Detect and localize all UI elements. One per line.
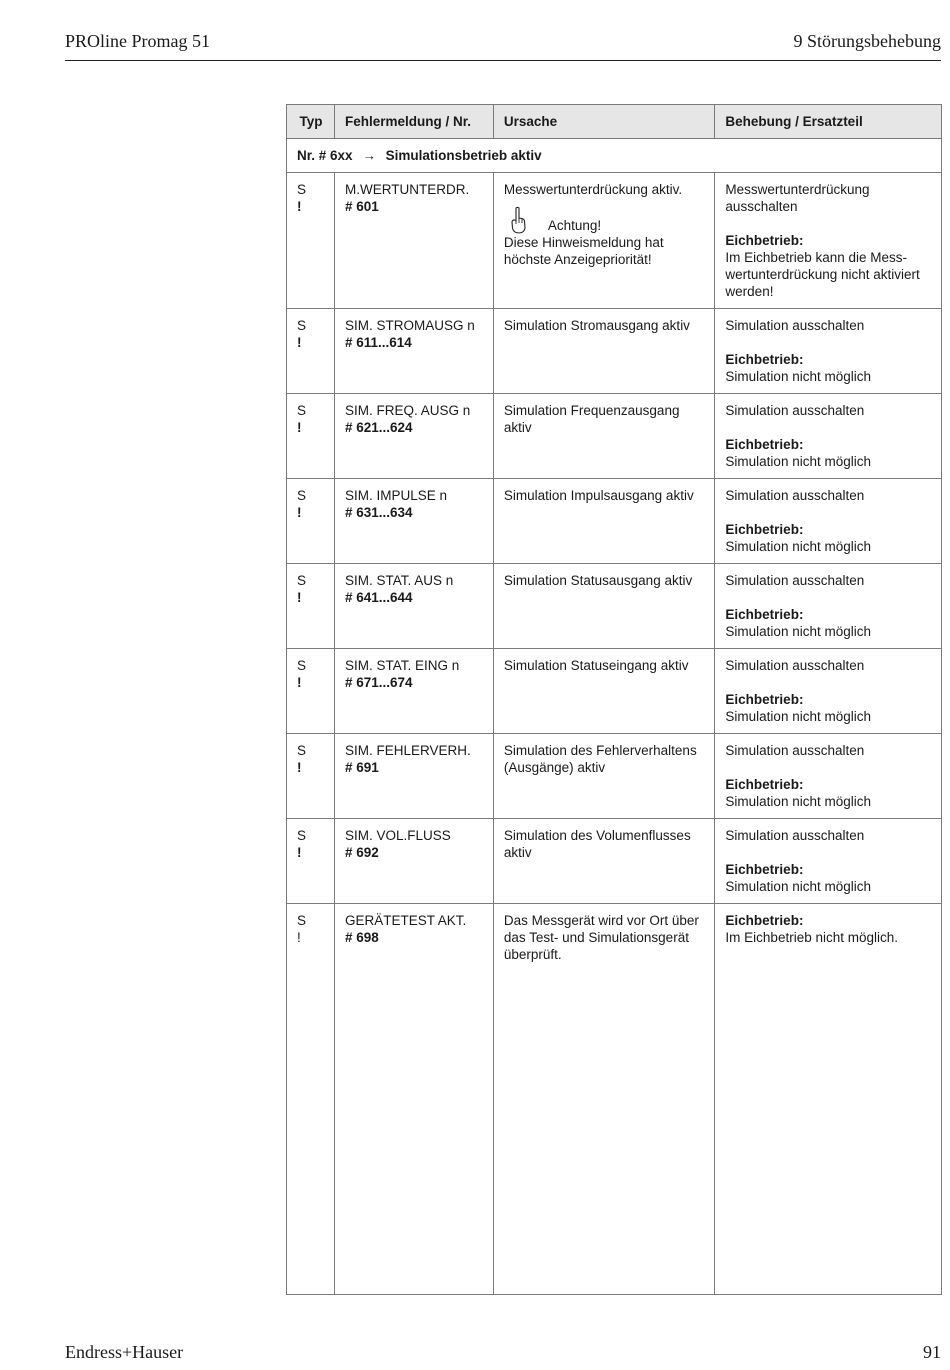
type-cell <box>287 394 335 479</box>
header-product-title: PROline Promag 51 <box>65 31 211 51</box>
error-code: # 621...624 <box>344 420 413 435</box>
error-code: # 698 <box>344 930 379 945</box>
cause-text: Simulation des Volumenflusses aktiv <box>503 828 691 860</box>
error-type: S <box>297 913 307 928</box>
notice-mark: ! <box>297 505 302 520</box>
type-cell <box>287 734 335 819</box>
section-row <box>287 139 942 173</box>
note-text: Diese Hinweismeldung hat höchste Anzeigepriorität! <box>503 235 664 267</box>
error-type: S <box>297 318 307 333</box>
message-cell <box>334 479 493 564</box>
cause-text: Simulation Statuseingang aktiv <box>503 658 689 673</box>
message-cell <box>334 394 493 479</box>
cause-cell <box>493 394 715 479</box>
remedy-detail: Simulation nicht möglich <box>725 539 871 554</box>
table-row <box>287 479 942 564</box>
cause-cell <box>493 564 715 649</box>
arrow-right-icon: → <box>362 148 376 163</box>
error-message: SIM. FREQ. AUSG n <box>344 403 471 418</box>
cause-text: Messwertunterdrückung aktiv. <box>503 182 683 197</box>
table-row <box>287 649 942 734</box>
remedy-label: Eichbetrieb: <box>725 692 804 707</box>
table-row <box>287 394 942 479</box>
error-type: S <box>297 488 307 503</box>
message-cell <box>334 819 493 904</box>
remedy-detail: Simulation nicht möglich <box>725 794 871 809</box>
remedy-cell <box>715 479 942 564</box>
cause-cell <box>493 479 715 564</box>
remedy-cell <box>715 819 942 904</box>
error-message: M.WERTUNTERDR. <box>344 182 470 197</box>
notice-mark: ! <box>297 420 302 435</box>
cause-cell <box>493 173 715 309</box>
type-cell <box>287 479 335 564</box>
error-code: # 691 <box>344 760 379 775</box>
message-cell <box>334 734 493 819</box>
remedy-detail: Im Eichbetrieb kann die Mess-wertunterdrückung nicht aktiviert werden! <box>725 250 920 299</box>
cause-text: Das Messgerät wird vor Ort über das Test- und Simulationsgerät überprüft. <box>503 913 699 962</box>
section-number: Nr. # 6xx <box>297 148 353 163</box>
error-code: # 631...634 <box>344 505 413 520</box>
remedy-detail: Simulation nicht möglich <box>725 454 871 469</box>
error-type: S <box>297 403 307 418</box>
notice-mark: ! <box>297 675 302 690</box>
error-message: SIM. IMPULSE n <box>344 488 447 503</box>
remedy-cell <box>715 649 942 734</box>
notice-mark: ! <box>297 930 301 945</box>
remedy-text: Simulation ausschalten <box>725 573 865 588</box>
error-code: # 692 <box>344 845 379 860</box>
cause-cell <box>493 649 715 734</box>
remedy-detail: Simulation nicht möglich <box>725 624 871 639</box>
error-code: # 671...674 <box>344 675 413 690</box>
remedy-cell <box>715 173 942 309</box>
column-header-message: Fehlermeldung / Nr. <box>334 105 493 139</box>
header-chapter-title: 9 Störungsbehebung <box>793 31 941 51</box>
type-cell <box>287 819 335 904</box>
header-rule <box>65 60 941 61</box>
page-number: 91 <box>923 1342 941 1362</box>
notice-mark: ! <box>297 845 302 860</box>
table-row <box>287 173 942 309</box>
table-row <box>287 309 942 394</box>
pointing-hand-icon <box>508 206 530 234</box>
message-cell <box>334 904 493 1295</box>
remedy-cell <box>715 904 942 1295</box>
error-message: SIM. VOL.FLUSS <box>344 828 451 843</box>
note-block <box>504 206 706 234</box>
error-type: S <box>297 828 307 843</box>
remedy-cell <box>715 394 942 479</box>
table-row <box>287 904 942 1295</box>
notice-mark: ! <box>297 760 302 775</box>
message-cell <box>334 564 493 649</box>
remedy-detail: Simulation nicht möglich <box>725 369 871 384</box>
remedy-label: Eichbetrieb: <box>725 777 804 792</box>
column-header-remedy: Behebung / Ersatzteil <box>715 105 942 139</box>
cause-cell <box>493 734 715 819</box>
error-message: SIM. STAT. EING n <box>344 658 460 673</box>
remedy-label: Eichbetrieb: <box>725 607 804 622</box>
cause-text: Simulation Stromausgang aktiv <box>503 318 690 333</box>
remedy-text: Simulation ausschalten <box>725 743 865 758</box>
error-code: # 611...614 <box>344 335 412 350</box>
error-type: S <box>297 573 307 588</box>
remedy-cell <box>715 734 942 819</box>
remedy-cell <box>715 564 942 649</box>
remedy-text: Simulation ausschalten <box>725 828 865 843</box>
cause-text: Simulation des Fehlerverhaltens (Ausgänge) aktiv <box>503 743 697 775</box>
error-code: # 601 <box>344 199 379 214</box>
error-message: SIM. FEHLERVERH. <box>344 743 471 758</box>
error-message: GERÄTETEST AKT. <box>344 913 467 928</box>
error-type: S <box>297 743 307 758</box>
cause-cell <box>493 904 715 1295</box>
cause-text: Simulation Statusausgang aktiv <box>503 573 693 588</box>
remedy-text: Simulation ausschalten <box>725 488 865 503</box>
notice-mark: ! <box>297 199 302 214</box>
remedy-label: Eichbetrieb: <box>725 862 804 877</box>
remedy-text: Simulation ausschalten <box>725 403 865 418</box>
cause-text: Simulation Impulsausgang aktiv <box>503 488 694 503</box>
cause-cell <box>493 309 715 394</box>
remedy-cell <box>715 309 942 394</box>
error-table <box>286 104 942 1295</box>
remedy-label: Eichbetrieb: <box>725 352 804 367</box>
notice-mark: ! <box>297 335 302 350</box>
remedy-text: Simulation ausschalten <box>725 318 865 333</box>
message-cell <box>334 309 493 394</box>
table-row <box>287 564 942 649</box>
error-message: SIM. STAT. AUS n <box>344 573 454 588</box>
message-cell <box>334 649 493 734</box>
remedy-label: Eichbetrieb: <box>725 522 804 537</box>
remedy-label: Eichbetrieb: <box>725 437 804 452</box>
section-title: Simulationsbetrieb aktiv <box>385 148 542 163</box>
table-header-row <box>287 105 942 139</box>
remedy-label: Eichbetrieb: <box>725 913 804 928</box>
type-cell <box>287 649 335 734</box>
remedy-detail: Simulation nicht möglich <box>725 709 871 724</box>
table-row <box>287 734 942 819</box>
table-row <box>287 819 942 904</box>
remedy-detail: Im Eichbetrieb nicht möglich. <box>725 930 898 945</box>
type-cell <box>287 564 335 649</box>
column-header-cause: Ursache <box>493 105 715 139</box>
remedy-detail: Simulation nicht möglich <box>725 879 871 894</box>
section-cell <box>287 139 942 173</box>
cause-cell <box>493 819 715 904</box>
footer-company-name: Endress+Hauser <box>65 1342 184 1362</box>
notice-mark: ! <box>297 590 302 605</box>
error-type: S <box>297 182 307 197</box>
remedy-text: Messwertunterdrückung ausschalten <box>725 182 870 214</box>
message-cell <box>334 173 493 309</box>
note-label: Achtung! <box>547 218 602 233</box>
error-type: S <box>297 658 307 673</box>
remedy-label: Eichbetrieb: <box>725 233 804 248</box>
type-cell <box>287 309 335 394</box>
error-message: SIM. STROMAUSG n <box>344 318 475 333</box>
cause-text: Simulation Frequenzausgang aktiv <box>503 403 680 435</box>
column-header-type: Typ <box>287 105 335 139</box>
error-code: # 641...644 <box>344 590 413 605</box>
type-cell <box>287 173 335 309</box>
type-cell <box>287 904 335 1295</box>
remedy-text: Simulation ausschalten <box>725 658 865 673</box>
